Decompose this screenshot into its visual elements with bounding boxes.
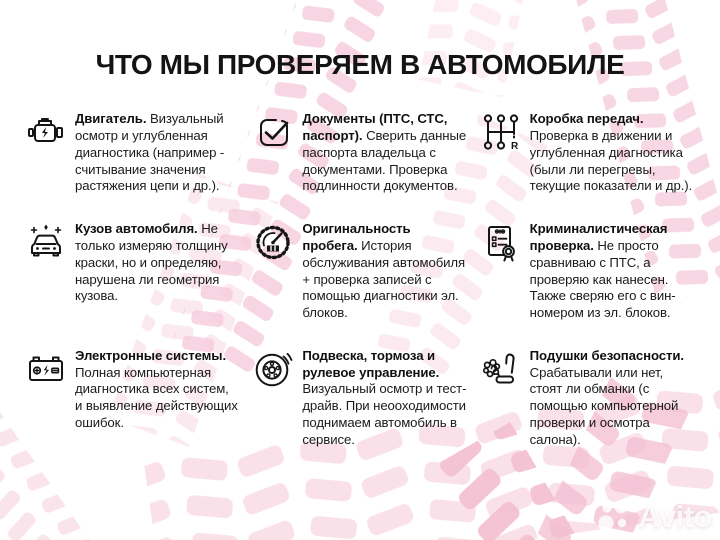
check-item (253, 111, 466, 195)
avito-logo-icon (596, 498, 634, 536)
check-item (26, 221, 239, 305)
check-item (481, 348, 694, 449)
airbag-icon (481, 349, 523, 449)
item-title: Кузов автомобиля. (75, 221, 198, 237)
item-text: Визуальный осмотр и углубленная диагностика (например - считывание значения растяжения цепи и др.). (75, 111, 225, 194)
item-title: Электронные системы. (75, 347, 227, 363)
gearbox-icon (481, 112, 523, 195)
item-title: Криминалистическая проверка. (529, 221, 668, 253)
check-item (253, 348, 466, 449)
checkmark-icon (253, 112, 295, 195)
item-text: История обслуживания автомобиля + проверка записей с помощью диагностики эл. блоков. (302, 237, 466, 321)
battery-icon (26, 349, 68, 432)
page-title: ЧТО МЫ ПРОВЕРЯЕМ В АВТОМОБИЛЕ (95, 49, 625, 80)
items-grid (0, 111, 720, 448)
item-title: Документы (ПТС, СТС, паспорт). (302, 111, 448, 144)
avito-watermark (596, 498, 712, 536)
item-text: Сверить данные паспорта владельца с документами. Проверка подлинности документов. (302, 128, 467, 194)
item-title: Коробка передач. (529, 111, 644, 127)
item-text: Проверка в движении и углубленная диагностика (были ли перегревы, текущие показатели и др.). (529, 128, 693, 194)
check-item (481, 111, 694, 195)
check-item (26, 348, 239, 432)
item-title: Подушки безопасности. (529, 347, 684, 363)
brake-disc-icon (253, 349, 295, 449)
item-text: Не только измеряю толщину краски, но и определяю, нарушена ли геометрия кузова. (75, 221, 228, 304)
item-text: Срабатывали или нет, стоят ли обманки (с помощью компьютерной проверки и осмотра салона). (529, 364, 679, 447)
svg-text:R: R (510, 141, 518, 153)
check-item (481, 221, 694, 322)
avito-watermark-label: Avito (638, 499, 712, 534)
item-title: Двигатель. (75, 111, 147, 127)
item-text: Не просто сравниваю с ПТС, а проверяю как нанесен. Также сверяю его с вин-номером из эл. блоков. (529, 237, 676, 321)
item-text: Полная компьютерная диагностика всех систем, и выявление действующих ошибок. (75, 364, 238, 430)
check-item (26, 111, 239, 195)
forensic-icon (481, 222, 523, 322)
item-title: Оригинальность пробега. (302, 221, 411, 253)
engine-icon (26, 112, 68, 195)
item-text: Визуальный осмотр и тест-драйв. При неооходимости поднимаем автомобиль в сервисе. (302, 381, 467, 447)
car-body-icon (26, 222, 68, 305)
check-item (253, 221, 466, 322)
odometer-icon (253, 222, 295, 322)
item-title: Подвеска, тормоза и рулевое управление. (302, 347, 440, 380)
